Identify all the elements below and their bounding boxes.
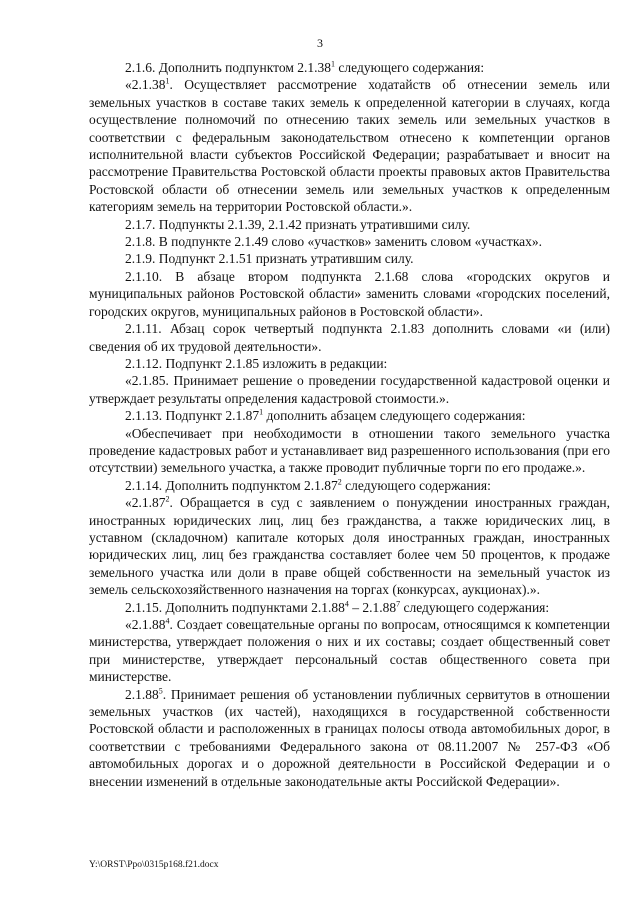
text-run: «2.1.88 [125, 617, 166, 632]
paragraph [89, 355, 610, 372]
text-run: 2.1.12. Подпункт 2.1.85 изложить в редакции: [125, 355, 388, 371]
text-run: 2.1.10. В абзаце втором подпункта 2.1.68 слова «городских округов и муниципальных районов Ростовской области» заменить словами «городских поселений, городских округов, муниципальных районов в Ростовской области». [89, 268, 610, 319]
superscript: 1 [331, 59, 336, 69]
text-run: . Создает совещательные органы по вопросам, относящимся к компетенции министерства, утверждает положения о них и их составы; создает общественный совет при министерстве, утверждает персональный состав общественного совета при министерстве. [89, 617, 610, 685]
paragraph [89, 477, 610, 494]
paragraph [89, 616, 610, 686]
superscript: 2 [337, 477, 342, 487]
text-run: следующего содержания: [341, 477, 491, 493]
text-run: 2.1.6. Дополнить подпунктом 2.1.38 [125, 60, 332, 75]
text-run: 2.1.11. Абзац сорок четвертый подпункта 2.1.83 дополнить словами «и (или) сведения об их трудовой деятельности». [89, 321, 610, 354]
text-run: «Обеспечивает при необходимости в отношении такого земельного участка проведение кадастровых работ и устанавливает вид разрешенного использования (при его отсутствии) земельного участка, а также проводит публичные торги по его продаже.». [89, 425, 610, 476]
text-run: «2.1.87 [125, 495, 166, 511]
paragraph [89, 407, 610, 424]
paragraph [89, 268, 610, 320]
paragraph [89, 76, 610, 215]
superscript: 7 [396, 599, 401, 609]
text-run: «2.1.85. Принимает решение о проведении государственной кадастровой оценки и утверждает результаты определения кадастровой стоимости.». [89, 373, 610, 406]
text-run: . Осуществляет рассмотрение ходатайств об отнесении земель или земельных участков в составе таких земель к определенной категории в случаях, когда осуществление полномочий по отнесению таких земель или земельных участков в соответствии с федеральным законодательством отнесено к компетенции органов исполнительной власти субъектов Российской Федерации; разрабатывает и вносит на рассмотрение Правительства Ростовской области проекты правовых актов Правительства Ростовской области об отнесении земель или земельных участков к определенным категориям земель на территории Ростовской области.». [89, 77, 610, 215]
paragraph [89, 372, 610, 407]
superscript: 4 [165, 616, 170, 626]
text-run: следующего содержания: [335, 60, 485, 75]
paragraph [89, 59, 610, 76]
paragraph [89, 320, 610, 355]
file-path-footer: Y:\ORST\Ppo\0315p168.f21.docx [89, 860, 219, 870]
text-run: 2.1.9. Подпункт 2.1.51 признать утратившим силу. [125, 251, 414, 267]
text-run: 2.1.15. Дополнить подпунктами 2.1.88 [125, 599, 345, 615]
paragraph [89, 233, 610, 250]
paragraph [89, 216, 610, 233]
paragraph [89, 425, 610, 477]
superscript: 1 [165, 76, 170, 86]
text-run: 2.1.13. Подпункт 2.1.87 [125, 408, 260, 424]
page-number: 3 [317, 36, 323, 50]
paragraph [89, 494, 610, 598]
text-run: «2.1.38 [125, 77, 166, 93]
paragraph [89, 250, 610, 267]
text-run: 2.1.88 [125, 686, 159, 702]
superscript: 4 [344, 599, 349, 609]
superscript: 2 [165, 494, 170, 504]
text-run: 2.1.14. Дополнить подпунктом 2.1.87 [125, 477, 338, 493]
text-run: 2.1.7. Подпункты 2.1.39, 2.1.42 признать утратившими силу. [125, 216, 471, 232]
superscript: 1 [259, 407, 264, 417]
superscript: 5 [158, 686, 163, 696]
text-run: . Обращается в суд с заявлением о понуждении иностранных граждан, иностранных юридических лиц, лиц без гражданства, а также юридических лиц, в уставном (складочном) капитале которых доля иностранных граждан, иностранных юридических лиц, лиц без гражданства составляет более чем 50 процентов, к продаже земельного участка или доли в праве общей собственности на земельный участок из земель сельскохозяйственного назначения на торгах (конкурсах, аукционах).». [89, 495, 610, 598]
text-run: 2.1.8. В подпункте 2.1.49 слово «участков» заменить словом «участках». [125, 234, 543, 250]
text-run: – 2.1.88 [348, 599, 397, 615]
text-run: . Принимает решения об установлении публичных сервитутов в отношении земельных участков (их частей), находящихся в государственной собственности Ростовской области и расположенных в границах полосы отвода автомобильных дорог, в соответствии с требованиями Федерального закона от 08.11.2007 № 257-ФЗ «Об автомобильных дорогах и о дорожной деятельности в Российской Федерации и о внесении изменений в отдельные законодательные акты Российской Федерации». [89, 686, 610, 789]
paragraph [89, 599, 610, 616]
text-run: следующего содержания: [400, 599, 550, 615]
document-body [89, 59, 610, 790]
text-run: дополнить абзацем следующего содержания: [263, 408, 526, 424]
paragraph [89, 686, 610, 790]
